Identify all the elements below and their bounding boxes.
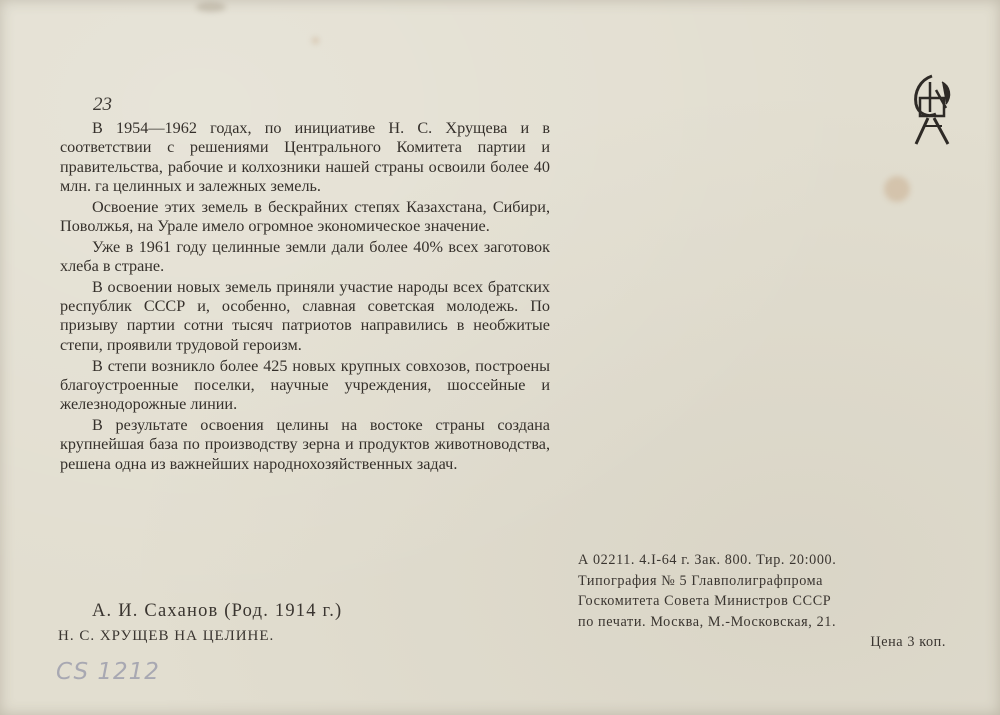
paragraph: В результате освоения целины на востоке страны создана крупнейшая база по производству зерна и продуктов животноводства, решена одна из важнейших народнохозяйственных задач.: [60, 415, 550, 473]
description-text: [60, 119, 550, 475]
paragraph: Освоение этих земель в бескрайних степях Казахстана, Сибири, Поволжья, на Урале имело огромное экономическое значение.: [60, 197, 550, 235]
publisher-logo-icon: [906, 72, 958, 148]
paper-stain: [884, 176, 910, 202]
author-credit: А. И. Саханов (Род. 1914 г.): [92, 601, 343, 621]
price-label: Цена 3 коп.: [870, 634, 946, 650]
handwritten-catalog-number: CS 1212: [56, 659, 160, 685]
imprint-line: по печати. Москва, М.-Московская, 21.: [578, 613, 837, 630]
paper-stain: [312, 37, 319, 44]
paragraph: В освоении новых земель приняли участие народы всех братских республик СССР и, особенно, славная советская молодежь. По призыву партии сотни тысяч патриотов направились в необжитые степи, проявили трудовой героизм.: [60, 277, 550, 354]
artwork-title: Н. С. ХРУЩЕВ НА ЦЕЛИНЕ.: [58, 628, 275, 644]
paper-stain: [196, 2, 226, 12]
imprint-line: А 02211. 4.I-64 г. Зак. 800. Тир. 20:000.: [578, 552, 837, 568]
paragraph: Уже в 1961 году целинные земли дали более 40% всех заготовок хлеба в стране.: [60, 237, 550, 276]
paragraph: В степи возникло более 425 новых крупных совхозов, построены благоустроенные поселки, научные учреждения, шоссейные и железнодорожные линии.: [60, 356, 550, 414]
imprint-line: Госкомитета Совета Министров СССР: [578, 593, 832, 609]
paragraph: В 1954—1962 годах, по инициативе Н. С. Хрущева и в соответствии с решениями Центрального Комитета партии и правительства, рабочие и колхозники нашей страны освоили более 40 млн. га целинных и залежных земель.: [60, 119, 550, 195]
imprint-line: Типография № 5 Главполиграфпрома: [578, 572, 824, 589]
page-number: 23: [93, 94, 112, 115]
print-imprint: [578, 550, 950, 653]
